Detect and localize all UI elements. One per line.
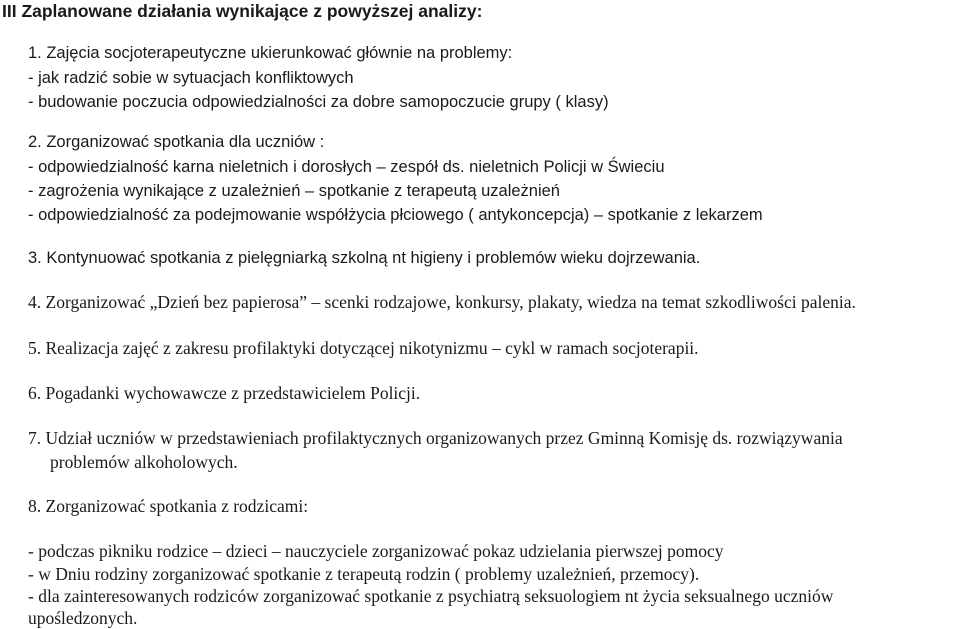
item-1-line-1: - jak radzić sobie w sytuacjach konfliktowych [28,69,354,87]
item-7-line-2: problemów alkoholowych. [50,452,238,472]
item-2-line-1: - odpowiedzialność karna nieletnich i dorosłych – zespół ds. nieletnich Policji w Świeciu [28,158,665,176]
item-6: 6. Pogadanki wychowawcze z przedstawicielem Policji. [28,383,421,403]
item-8-line-2: - w Dniu rodziny zorganizować spotkanie z terapeutą rodzin ( problemy uzależnień, przemocy). [28,564,700,584]
item-4: 4. Zorganizować „Dzień bez papierosa” – scenki rodzajowe, konkursy, plakaty, wiedza na temat szkodliwości palenia. [28,292,856,312]
item-8-line-1: - podczas pikniku rodzice – dzieci – nauczyciele zorganizować pokaz udzielania pierwszej pomocy [28,541,724,561]
item-7-line-1: 7. Udział uczniów w przedstawieniach profilaktycznych organizowanych przez Gminną Komisję ds. rozwiązywania [28,428,843,448]
section-heading: III Zaplanowane działania wynikające z powyższej analizy: [2,1,483,21]
item-1-title: 1. Zajęcia socjoterapeutyczne ukierunkować głównie na problemy: [28,44,513,62]
item-8-title: 8. Zorganizować spotkania z rodzicami: [28,496,309,516]
item-2-line-2: - zagrożenia wynikające z uzależnień – spotkanie z terapeutą uzależnień [28,182,560,200]
item-2-line-3: - odpowiedzialność za podejmowanie współżycia płciowego ( antykoncepcja) – spotkanie z lekarzem [28,206,763,224]
item-8-line-4: upośledzonych. [28,608,138,628]
item-1-line-2: - budowanie poczucia odpowiedzialności za dobre samopoczucie grupy ( klasy) [28,93,609,111]
item-8-line-3: - dla zainteresowanych rodziców zorganizować spotkanie z psychiatrą seksuologiem nt życia seksualnego uczniów [28,586,834,606]
item-5: 5. Realizacja zajęć z zakresu profilaktyki dotyczącej nikotynizmu – cykl w ramach socjoterapii. [28,338,699,358]
item-2-title: 2. Zorganizować spotkania dla uczniów : [28,133,325,151]
item-3: 3. Kontynuować spotkania z pielęgniarką szkolną nt higieny i problemów wieku dojrzewania. [28,249,701,267]
